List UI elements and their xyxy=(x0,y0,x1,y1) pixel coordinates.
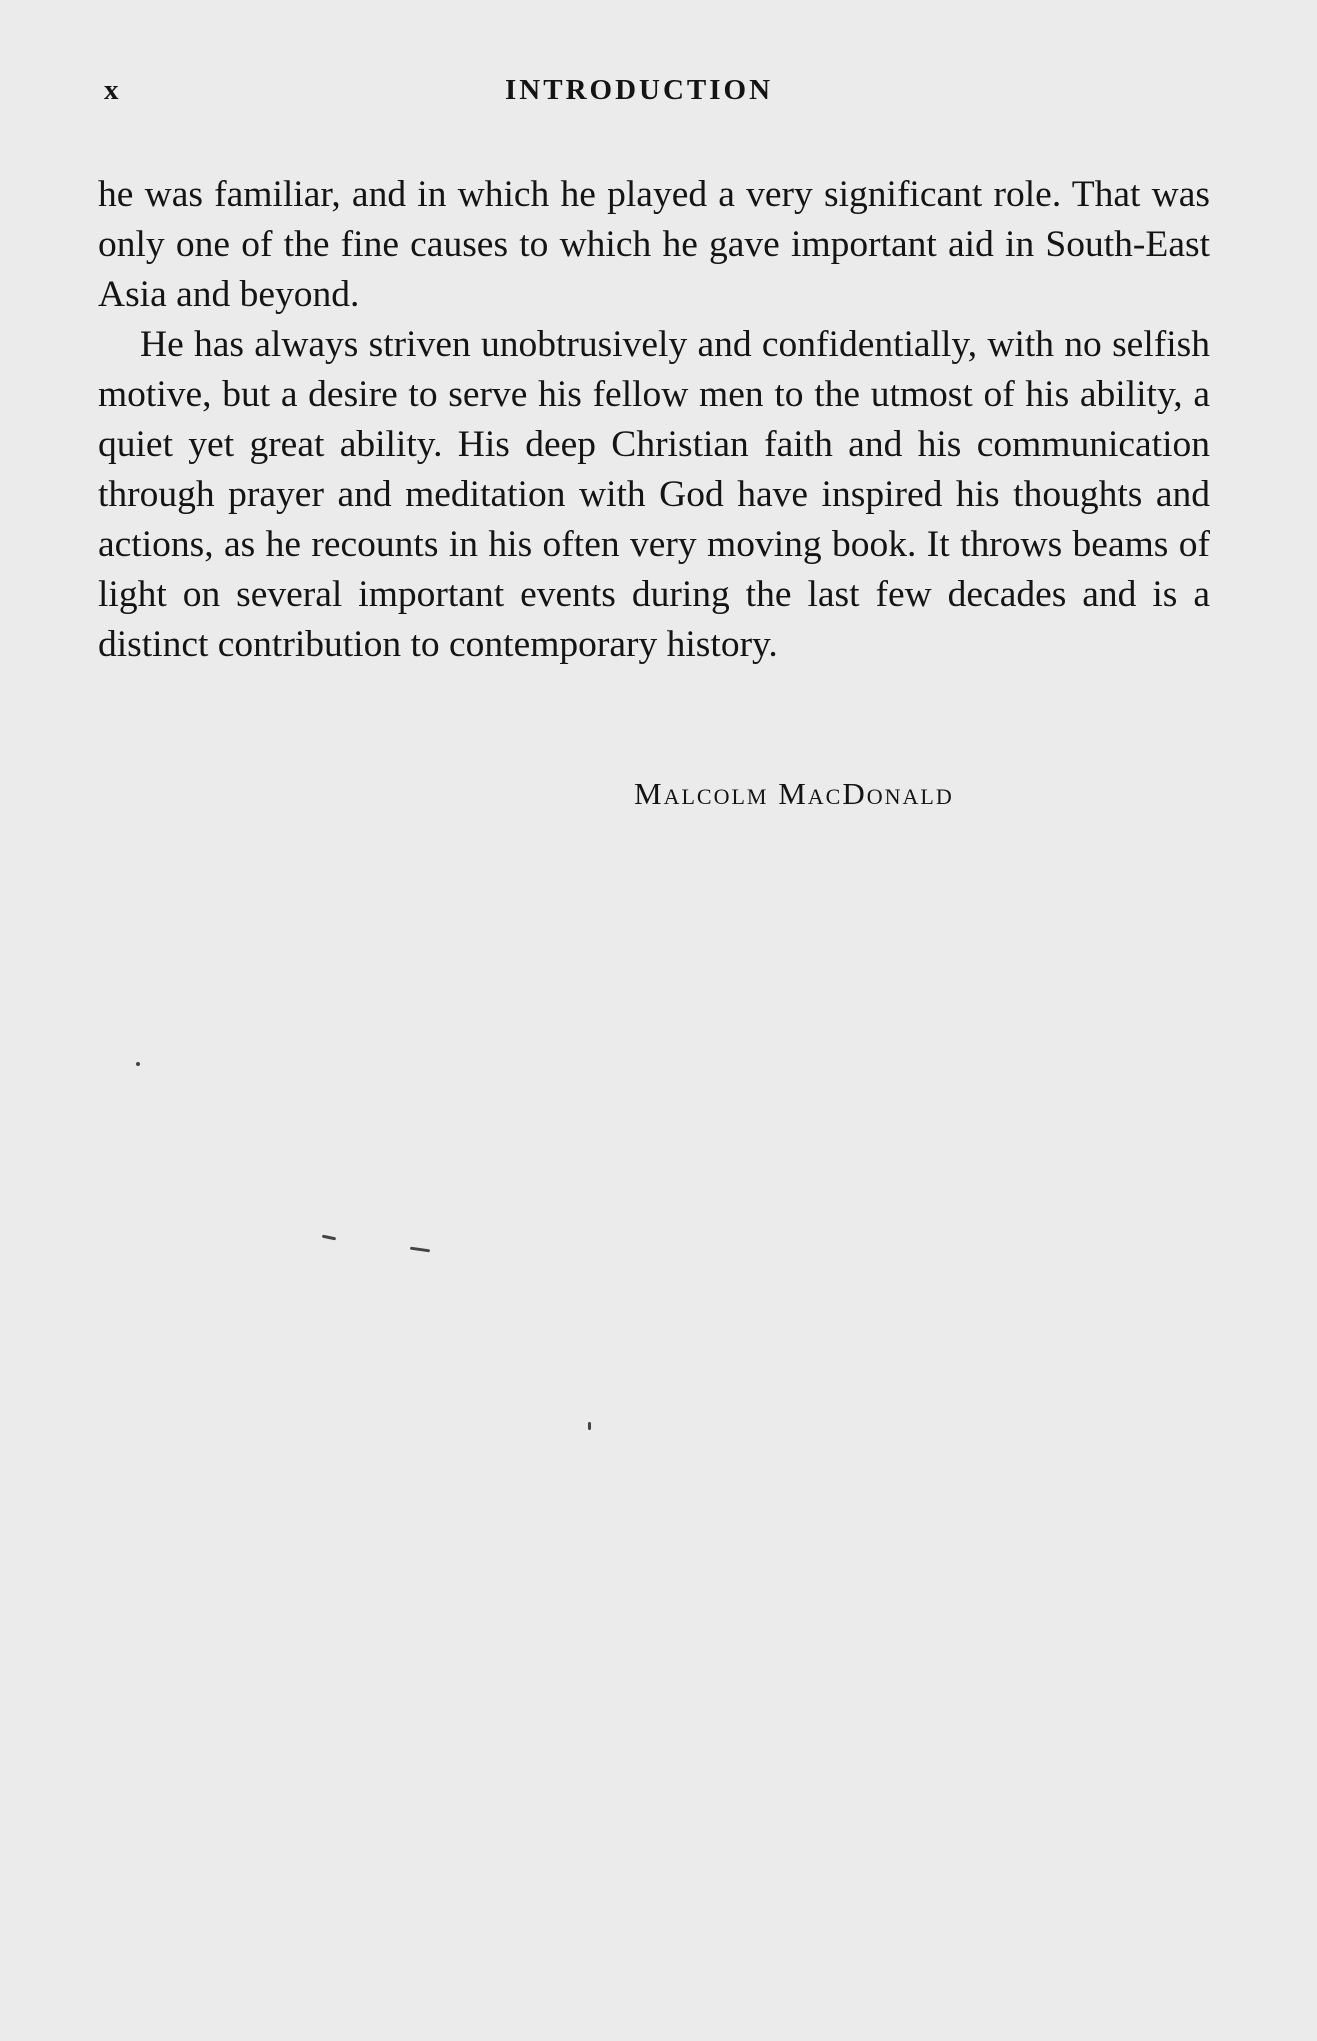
author-signature: Malcolm MacDonald xyxy=(634,776,954,811)
page-number: x xyxy=(104,74,119,106)
scan-speck xyxy=(588,1422,591,1430)
body-text xyxy=(98,170,1210,670)
paragraph: He has always striven unobtrusively and confidentially, with no selfish motive, but a desire to serve his fellow men to the utmost of his ability, a quiet yet great ability. His deep Christian faith and his communication through prayer and meditation with God have inspired his thoughts and actions, as he recounts in his often very moving book. It throws beams of light on several important events during the last few decades and is a distinct contribution to contemporary history. xyxy=(98,324,1210,665)
scan-speck xyxy=(322,1235,336,1241)
scan-speck xyxy=(410,1247,430,1253)
running-title: INTRODUCTION xyxy=(505,74,774,106)
paragraph: he was familiar, and in which he played a very significant role. That was only one of the fine causes to which he gave important aid in South-East Asia and beyond. xyxy=(98,174,1210,315)
running-header xyxy=(100,74,1210,114)
scan-speck xyxy=(136,1062,140,1066)
